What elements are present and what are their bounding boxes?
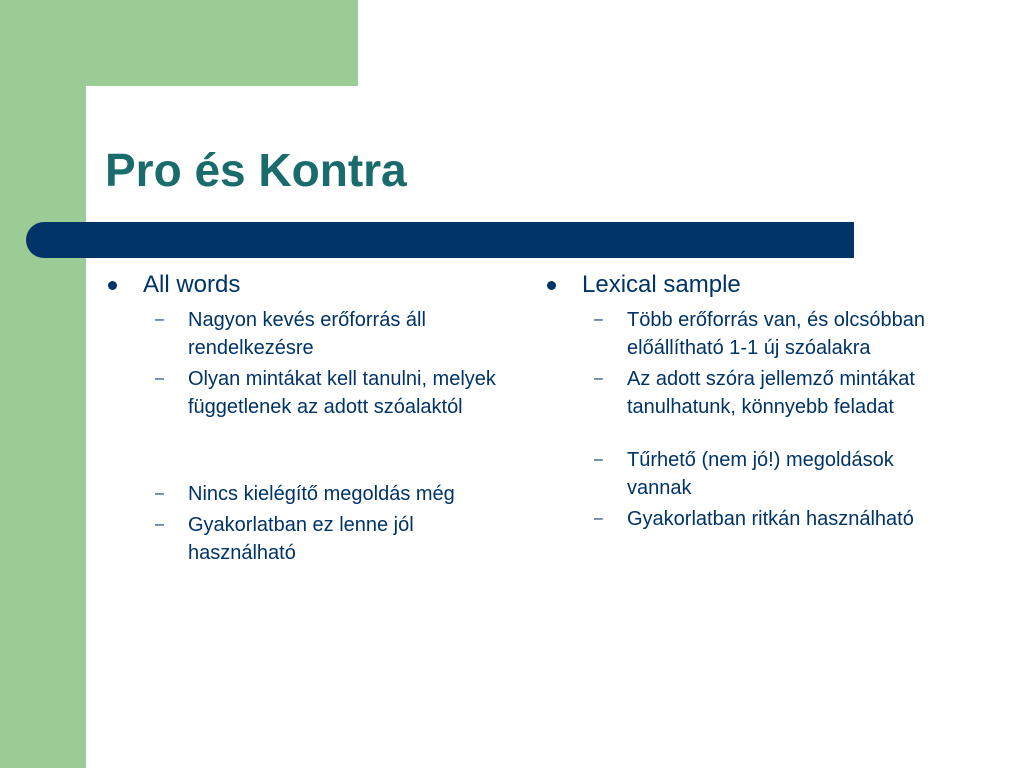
list-item-text: Gyakorlatban ritkán használható [627, 508, 914, 530]
bullet-dot-icon [547, 281, 556, 290]
left-heading-item [104, 270, 524, 299]
list-spacer [104, 424, 524, 480]
right-sublist [543, 306, 963, 533]
slide-title: Pro és Kontra [105, 144, 407, 196]
list-item-text: Több erőforrás van, és olcsóbban előállítható 1-1 új szóalakra [627, 309, 925, 359]
dash-icon: – [155, 370, 164, 387]
list-item [543, 306, 963, 362]
list-item-text: Gyakorlatban ez lenne jól használható [188, 514, 414, 564]
list-item [104, 511, 524, 567]
list-item-text: Tűrhető (nem jó!) megoldások vannak [627, 449, 894, 499]
left-heading: All words [143, 271, 241, 298]
dash-icon: – [594, 311, 603, 328]
title-divider-bar [26, 222, 854, 258]
dash-icon: – [155, 516, 164, 533]
dash-icon: – [594, 510, 603, 527]
dash-icon: – [155, 311, 164, 328]
list-item [543, 365, 963, 421]
dash-icon: – [594, 370, 603, 387]
right-column [543, 270, 963, 536]
green-top-accent [0, 0, 358, 86]
left-column [104, 270, 524, 570]
right-heading: Lexical sample [582, 271, 741, 298]
list-spacer [543, 424, 963, 446]
list-item [104, 365, 524, 421]
right-heading-item [543, 270, 963, 299]
list-item-text: Nagyon kevés erőforrás áll rendelkezésre [188, 309, 426, 359]
list-item [543, 446, 963, 502]
bullet-dot-icon [108, 281, 117, 290]
list-item-text: Az adott szóra jellemző mintákat tanulhatunk, könnyebb feladat [627, 368, 915, 418]
left-sublist [104, 306, 524, 567]
list-item [543, 505, 963, 533]
list-item [104, 306, 524, 362]
list-item-text: Olyan mintákat kell tanulni, melyek függetlenek az adott szóalaktól [188, 368, 496, 418]
dash-icon: – [155, 485, 164, 502]
green-side-accent [0, 0, 86, 768]
dash-icon: – [594, 451, 603, 468]
list-item-text: Nincs kielégítő megoldás még [188, 483, 455, 505]
list-item [104, 480, 524, 508]
